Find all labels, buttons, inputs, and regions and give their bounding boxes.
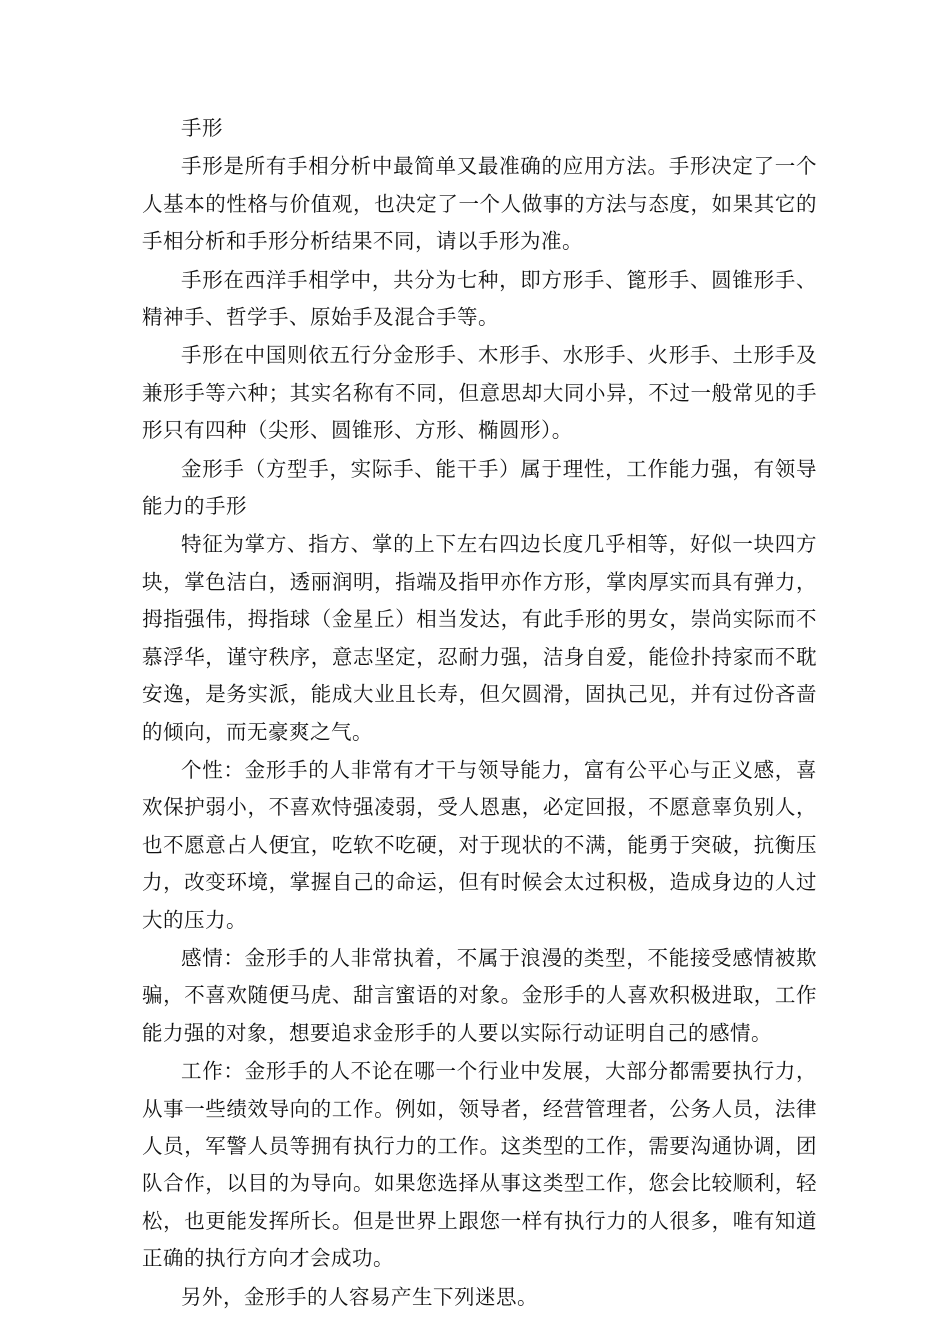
metal-hand-heading-paragraph: 金形手（方型手，实际手、能干手）属于理性，工作能力强，有领导能力的手形 [142,456,817,519]
western-palmistry-paragraph: 手形在西洋手相学中，共分为七种，即方形手、篦形手、圆锥形手、精神手、哲学手、原始手及混合手等。 [142,267,817,330]
features-paragraph: 特征为掌方、指方、掌的上下左右四边长度几乎相等，好似一块四方块，掌色洁白，透丽润明，指端及指甲亦作方形，掌肉厚实而具有弹力，拇指强伟，拇指球（金星丘）相当发达，有此手形的男女，崇尚实际而不慕浮华，谨守秩序，意志坚定，忍耐力强，洁身自爱，能俭扑持家而不耽安逸，是务实派，能成大业且长寿，但欠圆滑，固执己见，并有过份吝啬的倾向，而无豪爽之气。 [142,532,817,744]
heading-paragraph: 手形 [181,116,223,140]
personality-paragraph: 个性：金形手的人非常有才干与领导能力，富有公平心与正义感，喜欢保护弱小，不喜欢恃强凌弱，受人恩惠，必定回报，不愿意辜负别人，也不愿意占人便宜，吃软不吃硬，对于现状的不满，能勇于突破，抗衡压力，改变环境，掌握自己的命运，但有时候会太过积极，造成身边的人过大的压力。 [142,757,817,932]
emotion-paragraph: 感情：金形手的人非常执着，不属于浪漫的类型，不能接受感情被欺骗，不喜欢随便马虎、甜言蜜语的对象。金形手的人喜欢积极进取，工作能力强的对象，想要追求金形手的人要以实际行动证明自己的感情。 [142,945,817,1045]
document-body [142,110,817,1316]
intro-paragraph: 手形是所有手相分析中最简单又最准确的应用方法。手形决定了一个人基本的性格与价值观，也决定了一个人做事的方法与态度，如果其它的手相分析和手形分析结果不同，请以手形为准。 [142,154,817,254]
chinese-five-elements-paragraph: 手形在中国则依五行分金形手、木形手、水形手、火形手、土形手及兼形手等六种；其实名称有不同，但意思却大同小异，不过一般常见的手形只有四种（尖形、圆锥形、方形、椭圆形）。 [142,343,817,443]
work-paragraph: 工作：金形手的人不论在哪一个行业中发展，大部分都需要执行力，从事一些绩效导向的工作。例如，领导者，经营管理者，公务人员，法律人员，军警人员等拥有执行力的工作。这类型的工作，需要沟通协调，团队合作，以目的为导向。如果您选择从事这类型工作，您会比较顺利，轻松，也更能发挥所长。但是世界上跟您一样有执行力的人很多，唯有知道正确的执行方向才会成功。 [142,1059,817,1271]
closing-paragraph: 另外，金形手的人容易产生下列迷思。 [181,1284,538,1309]
